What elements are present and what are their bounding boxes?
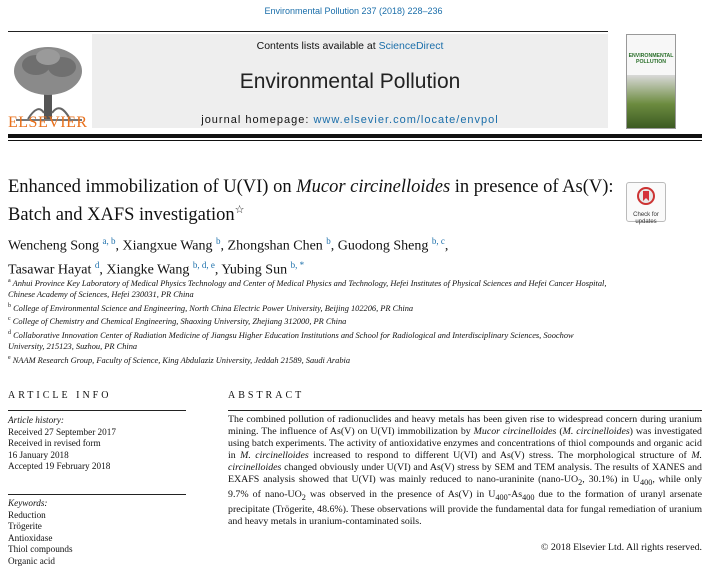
keywords-rule (8, 494, 186, 495)
author-affiliation-link[interactable]: b, d, e (192, 259, 215, 270)
copyright-notice: © 2018 Elsevier Ltd. All rights reserved. (540, 542, 702, 553)
article-info-heading: ARTICLE INFO (8, 390, 112, 401)
history-item: 16 January 2018 (8, 449, 69, 460)
contents-prefix: Contents lists available at (256, 40, 379, 52)
title-footnote-star[interactable]: ☆ (234, 204, 245, 216)
author-name[interactable]: Zhongshan Chen (227, 238, 323, 254)
affiliation-key: a (8, 278, 11, 284)
check-for-updates-badge[interactable] (626, 182, 666, 225)
affiliation-item (8, 353, 608, 366)
affiliation-item (8, 314, 608, 327)
header-rule (8, 31, 608, 32)
author-affiliation-link[interactable]: d (94, 259, 100, 270)
keyword-item: Antioxidase (8, 532, 53, 543)
title-species: Mucor circinelloides (296, 177, 451, 197)
keywords-list (8, 498, 73, 567)
sciencedirect-link[interactable]: ScienceDirect (378, 40, 444, 52)
author-separator: , (220, 238, 228, 254)
article-history (8, 415, 116, 473)
affiliation-item (8, 328, 608, 353)
check-updates-label: Check for updates (633, 212, 659, 225)
homepage-label: journal homepage: (201, 114, 314, 126)
keyword-item: Organic acid (8, 555, 56, 566)
bookmark-icon (636, 186, 656, 206)
author-name[interactable]: Xiangxue Wang (122, 238, 213, 254)
header-thin-rule (8, 140, 702, 141)
affiliation-item (8, 301, 608, 314)
author-separator: , (115, 238, 123, 254)
abstract-rule (228, 410, 702, 411)
author-name[interactable]: Wencheng Song (8, 238, 100, 254)
affiliation-key: e (8, 354, 11, 361)
history-label: Article history: (8, 415, 64, 425)
journal-homepage (92, 114, 608, 126)
affiliation-list (8, 276, 608, 366)
journal-cover-thumbnail[interactable] (626, 34, 676, 129)
author-separator: , (214, 262, 222, 278)
keyword-item: Trögerite (8, 521, 42, 531)
author-name[interactable]: Xiangke Wang (106, 262, 190, 278)
keywords-label: Keywords: (8, 498, 48, 508)
cover-title: ENVIRONMENTAL POLLUTION (628, 53, 674, 65)
title-text-1: Enhanced immobilization of U(VI) on (8, 177, 297, 197)
affiliation-key: d (8, 329, 11, 336)
article-title (8, 176, 618, 227)
abstract-heading: ABSTRACT (228, 390, 305, 401)
journal-title: Environmental Pollution (239, 70, 461, 93)
contents-line (92, 40, 608, 52)
title-text-2: in presence of As(V): Batch and XAFS investigation (8, 177, 614, 226)
affiliation-text: College of Environmental Science and Engineering, North China Electric Power University, Beijing 102206, PR China (13, 303, 414, 313)
affiliation-text: NAAM Research Group, Faculty of Science, King Abdulaziz University, Jeddah 21589, Saudi Arabia (12, 355, 351, 365)
affiliation-text: Anhui Province Key Laboratory of Medical Physics Technology and Center of Medical Physics and Technology, Hefei Institutes of Physical Sciences and Hefei Cancer Hospital, Chinese Academy of Sciences, Hefei 230031, PR China (8, 278, 607, 300)
author-affiliation-link[interactable]: b, c (431, 236, 445, 246)
cover-image (627, 75, 675, 128)
article-info-rule (8, 410, 186, 411)
publisher-wordmark[interactable]: ELSEVIER (8, 114, 88, 131)
author-name[interactable]: Tasawar Hayat (8, 262, 92, 278)
history-item: Accepted 19 February 2018 (8, 461, 111, 471)
affiliation-key: c (8, 316, 11, 323)
journal-citation[interactable]: Environmental Pollution 237 (2018) 228–236 (264, 6, 443, 16)
author-list (8, 232, 608, 279)
homepage-link[interactable]: www.elsevier.com/locate/envpol (313, 114, 499, 126)
history-item: Received 27 September 2017 (8, 426, 116, 437)
author-name[interactable]: Guodong Sheng (337, 238, 429, 254)
affiliation-text: College of Chemistry and Chemical Engineering, Shaoxing University, Zhejiang 312000, PR China (12, 317, 347, 327)
author-affiliation-link[interactable]: b, * (290, 259, 305, 270)
keyword-item: Thiol compounds (8, 544, 73, 554)
affiliation-key: b (8, 302, 11, 309)
header-thick-rule (8, 134, 702, 138)
affiliation-text: Collaborative Innovation Center of Radiation Medicine of Jiangsu Higher Education Institutions and School for Radiological and Interdisciplinary Sciences, Soochow University, 215123, Suzhou, PR China (8, 330, 574, 352)
author-affiliation-link[interactable]: a, b (102, 236, 116, 246)
author-separator: , (99, 262, 107, 278)
author-separator: , (330, 238, 338, 254)
affiliation-item (8, 276, 608, 301)
abstract-body: The combined pollution of radionuclides and heavy metals has been given rise to widespread concern during uranium mining. The influence of As(V) on U(VI) immobilization by Mucor circinelloides (M. circinelloides) was investigated using batch experiments. The activity of antioxidative enzymes and concentrations of thiol compounds and organic acid in M. circinelloides increased to respond to different U(VI) and As(V) stress. The morphological structure of M. circinelloides changed obviously under U(VI) and As(V) stress by SEM and TEM analysis. The results of XANES and EXAFS analysis showed that U(VI) was mainly reduced to nano-uraninite ($nano-UO_2$, 30.1%) in $U_{400}$, while only 9.7% of nano-$UO_2$ was observed in the presence of As(V) in $U_{400}-As_{400}$ due to the formation of uranyl arsenate precipitate (Trögerite, 48.6%). These observations will provide the fundamental data for fungal remediation of uranium and heavy metals in uranium-contaminated soils. (228, 414, 703, 527)
author-affiliation-link[interactable]: b (216, 236, 221, 246)
author-separator: , (444, 238, 449, 254)
author-affiliation-link[interactable]: b (326, 236, 331, 246)
keyword-item: Reduction (8, 509, 46, 520)
history-item: Received in revised form (8, 438, 101, 448)
author-name[interactable]: Yubing Sun (221, 262, 288, 278)
